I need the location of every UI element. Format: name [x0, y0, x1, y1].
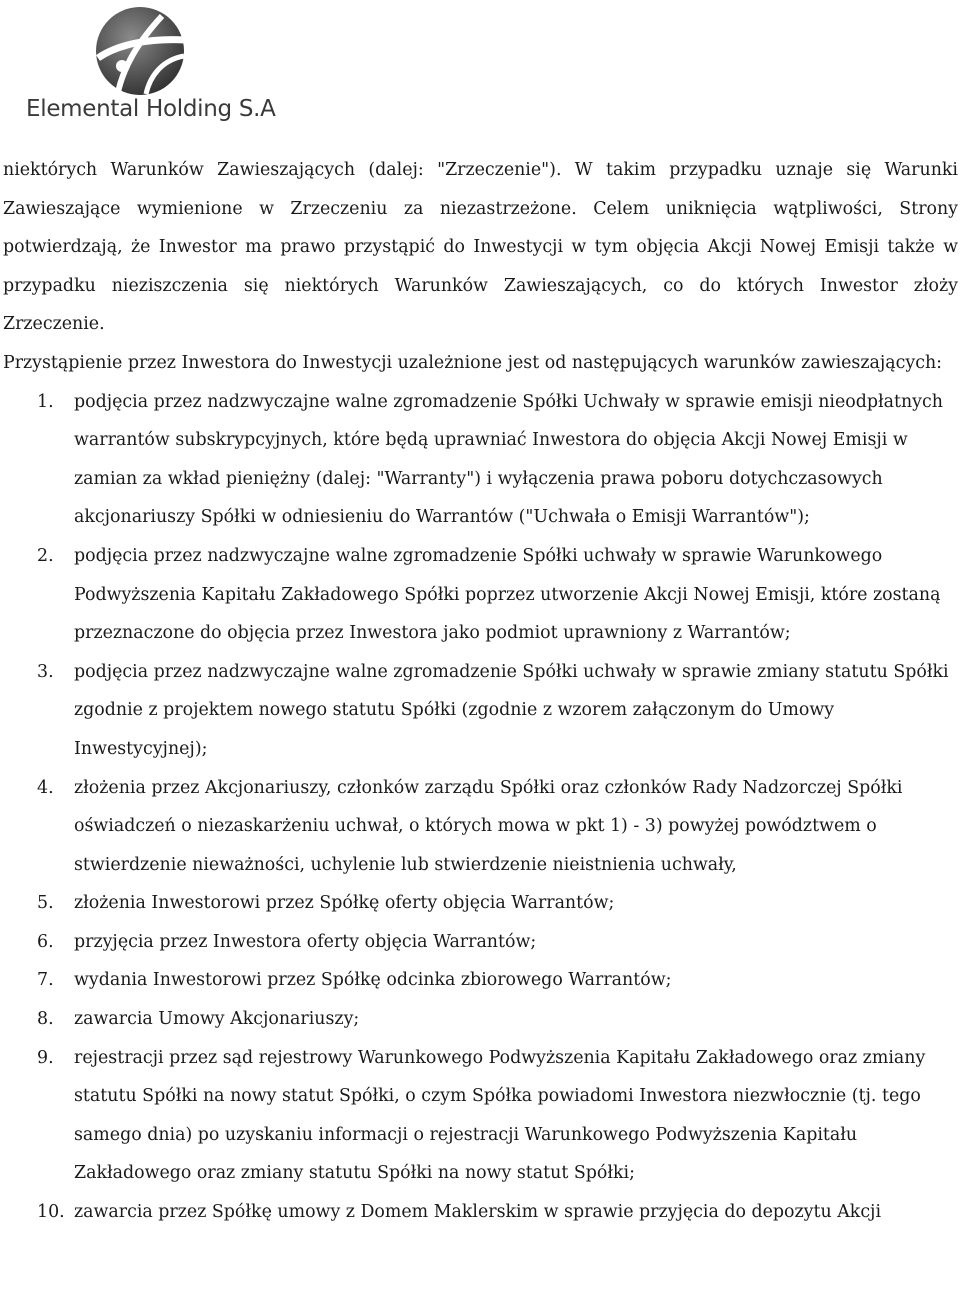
item-number: 7. — [37, 970, 54, 991]
list-item — [3, 537, 958, 653]
conditions-list — [3, 383, 958, 1232]
item-text: podjęcia przez nadzwyczajne walne zgromadzenie Spółki uchwały w sprawie zmiany statutu Spółki zgodnie z projektem nowego statutu Spółki (zgodnie z wzorem załączonym do Umowy Inwestycyjnej); — [74, 661, 949, 759]
paragraph: niektórych Warunków Zawieszających (dalej: "Zrzeczenie"). W takim przypadku uznaje się Warunki Zawieszające wymienione w Zrzeczeniu za niezastrzeżone. Celem uniknięcia wątpliwości, Strony potwierdzają, że Inwestor ma prawo przystąpić do Inwestycji w tym objęcia Akcji Nowej Emisji także w przypadku nieziszczenia się niektórych Warunków Zawieszających, co do których Inwestor złoży Zrzeczenie. — [3, 160, 958, 335]
company-name: Elemental Holding S.A — [26, 96, 276, 122]
item-text: przyjęcia przez Inwestora oferty objęcia Warrantów; — [74, 931, 537, 952]
item-text: zawarcia przez Spółkę umowy z Domem Maklerskim w sprawie przyjęcia do depozytu Akcji — [74, 1202, 882, 1223]
list-item — [3, 1193, 958, 1232]
list-item — [3, 923, 958, 962]
list-item — [3, 653, 958, 769]
item-text: złożenia przez Akcjonariuszy, członków zarządu Spółki oraz członków Rady Nadzorczej Spółki oświadczeń o niezaskarżeniu uchwał, o których mowa w pkt 1) - 3) powyżej powództwem o stwierdzenie nieważności, uchylenie lub stwierdzenie nieistnienia uchwały, — [74, 777, 903, 875]
item-text: zawarcia Umowy Akcjonariuszy; — [74, 1009, 360, 1030]
paragraph: Przystąpienie przez Inwestora do Inwestycji uzależnione jest od następujących warunków zawieszających: — [3, 352, 943, 373]
item-number: 3. — [37, 661, 54, 682]
item-number: 2. — [37, 545, 54, 566]
company-logo — [26, 4, 276, 124]
item-number: 5. — [37, 893, 54, 914]
list-item — [3, 383, 958, 537]
item-number: 9. — [37, 1047, 54, 1068]
item-number: 4. — [37, 777, 54, 798]
item-number: 1. — [37, 391, 54, 412]
list-item — [3, 769, 958, 885]
document-body — [3, 151, 958, 1232]
item-text: podjęcia przez nadzwyczajne walne zgromadzenie Spółki uchwały w sprawie Warunkowego Podwyższenia Kapitału Zakładowego Spółki poprzez utworzenie Akcji Nowej Emisji, które zostaną przeznaczone do objęcia przez Inwestora jako podmiot uprawniony z Warrantów; — [74, 545, 941, 644]
list-item — [3, 961, 958, 1000]
item-text: złożenia Inwestorowi przez Spółkę oferty objęcia Warrantów; — [74, 893, 615, 914]
list-item — [3, 1000, 958, 1039]
item-text: wydania Inwestorowi przez Spółkę odcinka zbiorowego Warrantów; — [74, 970, 672, 991]
item-number: 8. — [37, 1009, 54, 1030]
list-item — [3, 1039, 958, 1193]
item-text: podjęcia przez nadzwyczajne walne zgromadzenie Spółki Uchwały w sprawie emisji nieodpłatnych warrantów subskrypcyjnych, które będą uprawniać Inwestora do objęcia Akcji Nowej Emisji w zamian za wkład pieniężny (dalej: "Warranty") i wyłączenia prawa poboru dotychczasowych akcjonariuszy Spółki w odniesieniu do Warrantów ("Uchwała o Emisji Warrantów"); — [74, 391, 943, 528]
list-item — [3, 884, 958, 923]
item-text: rejestracji przez sąd rejestrowy Warunkowego Podwyższenia Kapitału Zakładowego oraz zmiany statutu Spółki na nowy statut Spółki, o czym Spółka powiadomi Inwestora niezwłocznie (tj. tego samego dnia) po uzyskaniu informacji o rejestracji Warunkowego Podwyższenia Kapitału Zakładowego oraz zmiany statutu Spółki na nowy statut Spółki; — [74, 1047, 926, 1184]
item-number: 6. — [37, 931, 54, 952]
item-number: 10. — [37, 1202, 65, 1223]
globe-logo-icon — [88, 4, 192, 98]
